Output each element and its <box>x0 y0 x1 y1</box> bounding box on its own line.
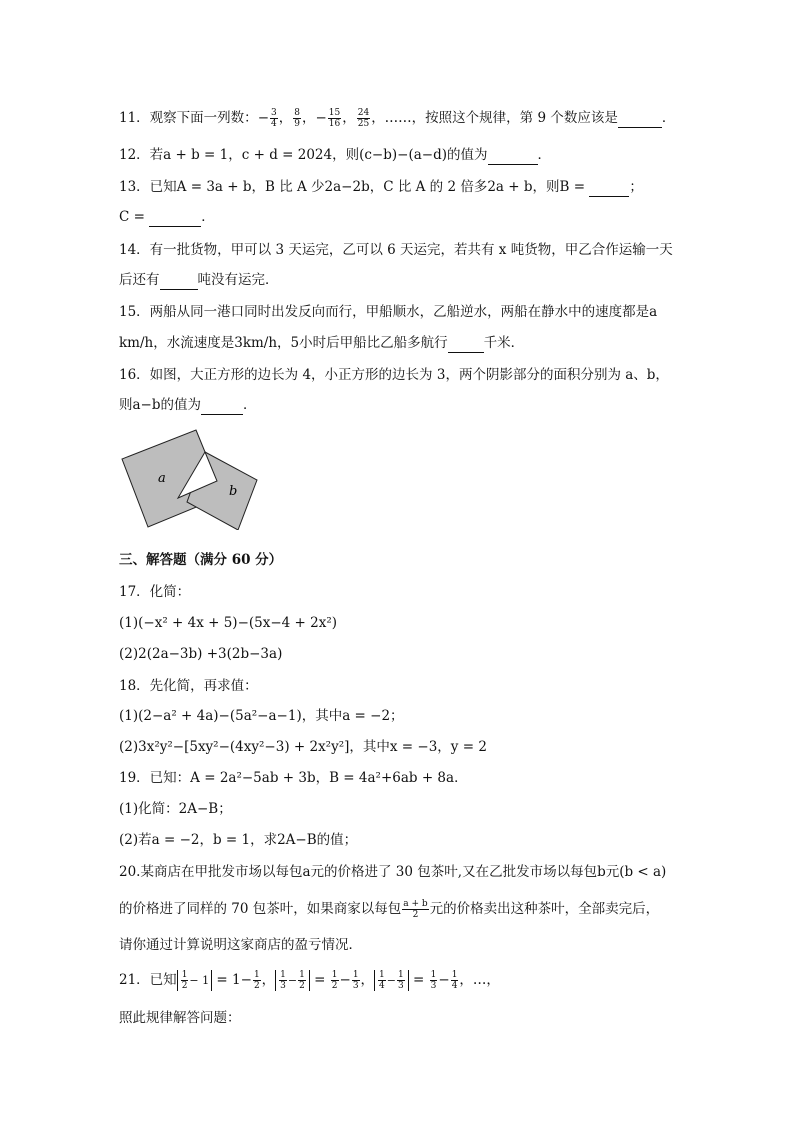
question-17-part-2: (2)2(2a−3b) +3(2b−3a) <box>119 646 283 662</box>
fraction: $\frac{3}{4}$ <box>271 108 277 129</box>
fraction: $\frac{1}{2}$ <box>331 970 338 991</box>
question-17-part-1: (1)(−x² + 4x + 5)−(5x−4 + 2x²) <box>119 615 338 631</box>
question-13: 13．已知A = 3a + b，B 比 A 少2a−2b，C 比 A 的 2 倍多2a + b，则B = ； <box>119 179 643 195</box>
label-a: a <box>158 471 166 486</box>
question-15-cont: km/h，水流速度是3km/h，5小时后甲船比乙船多航行 千米． <box>119 335 525 351</box>
fraction: $\frac{1}{2}$ <box>253 970 260 991</box>
question-15: 15．两船从同一港口同时出发反向而行，甲船顺水，乙船逆水，两船在静水中的速度都是a <box>119 304 658 320</box>
question-16: 16．如图，大正方形的边长为 4，小正方形的边长为 3，两个阴影部分的面积分别为 a、b， <box>119 367 669 383</box>
question-18-part-2: (2)3x²y²−[5xy²−(4xy²−3) + 2x²y²]，其中x = −3，y = 2 <box>119 739 487 755</box>
answer-blank[interactable] <box>448 334 484 353</box>
fraction: $\frac{1}{3}$ <box>352 970 359 991</box>
question-21: 21．已知 $\frac{1}{2}$ − 1 = 1− $\frac{1}{2}$ ， $\frac{1}{3}$ − $\frac{1}{2}$ = $\frac{1}{2}$ − $\frac{1}{3}$ ， $\frac{1}{4}$ − $\frac{1}{3}$ = $\frac{1}{3}$ − $\frac{1}{4}$ ，…， <box>119 970 500 991</box>
absolute-value: $\frac{1}{3}$ − $\frac{1}{2}$ <box>275 970 310 991</box>
answer-blank[interactable] <box>149 208 201 227</box>
question-16-cont: 则a−b的值为 ． <box>119 397 257 413</box>
question-20-cont-2: 请你通过计算说明这家商店的盈亏情况． <box>119 937 362 953</box>
label-b: b <box>229 484 238 499</box>
absolute-value: $\frac{1}{4}$ − $\frac{1}{3}$ <box>374 970 409 991</box>
fraction: $\frac{8}{9}$ <box>294 108 300 129</box>
question-11: 11．观察下面一列数：− $\frac{3}{4}$ ， $\frac{8}{9}$ ，− $\frac{15}{16}$ ， $\frac{24}{25}$ ，……，按照这个规律，第 9 个数应该是 ． <box>119 108 676 129</box>
question-19: 19．已知：A = 2a²−5ab + 3b，B = 4a²+6ab + 8a． <box>119 770 468 786</box>
fraction: $\frac{1}{3}$ <box>430 970 437 991</box>
squares-figure <box>118 428 263 530</box>
answer-blank[interactable] <box>589 178 629 197</box>
question-19-part-2: (2)若a = −2，b = 1，求2A−B的值； <box>119 832 358 848</box>
answer-blank[interactable] <box>618 109 662 128</box>
question-14: 14．有一批货物，甲可以 3 天运完，乙可以 6 天运完，若共有 x 吨货物，甲乙合作运输一天 <box>119 242 673 258</box>
fraction: $\frac{a + b}{2}$ <box>403 899 428 920</box>
question-12: 12．若a + b = 1，c + d = 2024，则(c−b)−(a−d)的值为 ． <box>119 147 551 163</box>
fraction: $\frac{15}{16}$ <box>328 108 341 129</box>
question-18-part-1: (1)(2−a² + 4a)−(5a²−a−1)，其中a = −2； <box>119 708 404 724</box>
answer-blank[interactable] <box>160 271 198 290</box>
question-21-cont: 照此规律解答问题： <box>119 1010 241 1026</box>
question-20: 20.某商店在甲批发市场以每包a元的价格进了 30 包茶叶,又在乙批发市场以每包b元(b < a) <box>119 864 667 880</box>
question-13-cont: C = ． <box>119 209 215 225</box>
question-14-cont: 后还有 吨没有运完． <box>119 272 279 288</box>
question-18: 18．先化简，再求值： <box>119 678 258 694</box>
answer-blank[interactable] <box>201 396 243 415</box>
question-19-part-1: (1)化简：2A−B； <box>119 801 232 817</box>
absolute-value: $\frac{1}{2}$ − 1 <box>177 970 212 991</box>
fraction: $\frac{24}{25}$ <box>357 108 370 129</box>
question-20-cont: 的价格进了同样的 70 包茶叶，如果商家以每包 $\frac{a + b}{2}$ 元的价格卖出这种茶叶，全部卖完后， <box>119 899 660 920</box>
q11-prefix: 11．观察下面一列数： <box>119 110 258 126</box>
question-17: 17．化简： <box>119 584 191 600</box>
fraction: $\frac{1}{4}$ <box>451 970 458 991</box>
answer-blank[interactable] <box>488 146 538 165</box>
section-heading: 三、解答题（满分 60 分） <box>119 552 283 568</box>
